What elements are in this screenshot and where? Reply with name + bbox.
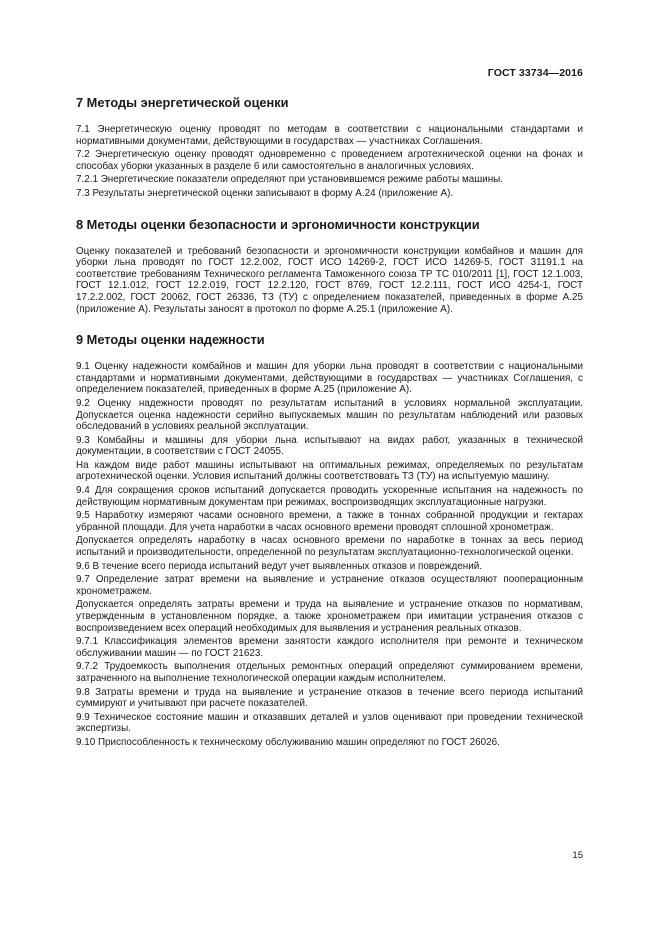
- page-content: [76, 95, 583, 766]
- paragraph: 9.10 Приспособленность к техническому обслуживанию машин определяют по ГОСТ 26026.: [76, 736, 500, 748]
- section-energy-evaluation: [76, 95, 583, 200]
- paragraph: 9.7.2 Трудоемкость выполнения отдельных ремонтных операций определяют суммированием времени, затраченного на выполнение технологической операции каждым исполнителем.: [76, 661, 583, 684]
- paragraph: 9.7.1 Классификация элементов времени занятости каждого исполнителя при ремонте и техническом обслуживании машин — по ГОСТ 21623.: [76, 636, 583, 659]
- section-safety-ergonomics: [76, 217, 583, 316]
- paragraph: 7.3 Результаты энергетической оценки записывают в форму А.24 (приложение А).: [76, 187, 454, 199]
- document-code: ГОСТ 33734—2016: [487, 67, 583, 79]
- paragraph: Допускается определять затраты времени и труда на выявление и устранение отказов по нормативам, утвержденным в установленном порядке, а также хронометражем при имитации устранения отказов с воспроизведением всех операций необходимых для выявления и устранения реальных отказов.: [76, 599, 583, 634]
- section-heading: 9 Методы оценки надежности: [76, 332, 265, 348]
- paragraph: 9.6 В течение всего периода испытаний ведут учет выявленных отказов и повреждений.: [76, 560, 483, 572]
- paragraph: 9.3 Комбайны и машины для уборки льна испытывают на видах работ, указанных в технической документации, в соответствии с ГОСТ 24055.: [76, 434, 583, 458]
- paragraph: 9.4 Для сокращения сроков испытаний допускается проводить ускоренные испытания на надежность по действующим нормативным документам при режимах, воспроизводящих эксплуатационные нагрузки.: [76, 485, 583, 508]
- paragraph: 9.8 Затраты времени и труда на выявление и устранение отказов в течение всего периода испытаний суммируют и учитывают при расчете показателей.: [76, 686, 583, 710]
- page-number: 15: [572, 850, 583, 861]
- paragraph: 7.2 Энергетическую оценку проводят одновременно с проведением агротехнической оценки на фонах и способах уборки указанных в разделе 6 или самостоятельно в аналогичных условиях.: [76, 149, 583, 172]
- paragraph: 9.5 Наработку измеряют часами основного времени, а также в тоннах собранной продукции и гектарах убранной площади. Для учета наработки в часах основного времени проводят сплошной хронометраж.: [76, 510, 583, 533]
- paragraph: 9.1 Оценку надежности комбайнов и машин для уборки льна проводят в соответствии с национальными стандартами и нормативными документами, действующими в государствах — участниках Соглашения, с определением показателей, приведенных в форме А.25 (приложение А).: [76, 361, 583, 396]
- paragraph: 9.9 Техническое состояние машин и отказавших деталей и узлов оценивают при проведении технической экспертизы.: [76, 711, 583, 735]
- paragraph: 7.1 Энергетическую оценку проводят по методам в соответствии с национальными стандартами и нормативными документами, действующими в государствах — участниках Соглашения.: [76, 124, 583, 147]
- section-heading: 8 Методы оценки безопасности и эргономичности конструкции: [76, 216, 480, 232]
- paragraph: Допускается определять наработку в часах основного времени по наработке в тоннах за весь период испытаний и производительности, определенной по результатам эксплуатационно-технологической оценки.: [76, 535, 583, 559]
- paragraph: 9.2 Оценку надежности проводят по результатам испытаний в условиях нормальной эксплуатации. Допускается оценка надежности серийно выпускаемых машин по результатам наблюдений или разовых обследований в условиях реальной эксплуатации.: [76, 397, 583, 433]
- paragraph: 9.7 Определение затрат времени на выявление и устранение отказов осуществляют пооперационным хронометражем.: [76, 574, 583, 597]
- section-reliability: [76, 332, 583, 748]
- paragraph: Оценку показателей и требований безопасности и эргономичности конструкции комбайнов и машин для уборки льна проводят по ГОСТ 12.2.002, ГОСТ ИСО 14269-2, ГОСТ ИСО 14269-5, ГОСТ 31191.1 на соответствие требованиям Технического регламента Таможенного союза ТР ТС 010/2011 [1], ГОСТ 12.1.003, ГОСТ 12.1.012, ГОСТ 12.2.019, ГОСТ 12.2.120, ГОСТ 8769, ГОСТ 12.2.111, ГОСТ ИСО 4254-1, ГОСТ 17.2.2.002, ГОСТ 20062, ГОСТ 26336, ТЗ (ТУ) с определением показателей, приведенных в форме А.25 (приложение А). Результаты заносят в протокол по форме А.25.1 (приложение А).: [76, 245, 583, 315]
- paragraph: На каждом виде работ машины испытывают на оптимальных режимах, определяемых по результатам агротехнической оценки. Условия испытаний должны соответствовать ТЗ (ТУ) на испытуемую машину.: [76, 459, 583, 483]
- paragraph: 7.2.1 Энергетические показатели определяют при установившемся режиме работы машины.: [76, 174, 503, 186]
- section-heading: 7 Методы энергетической оценки: [76, 95, 289, 110]
